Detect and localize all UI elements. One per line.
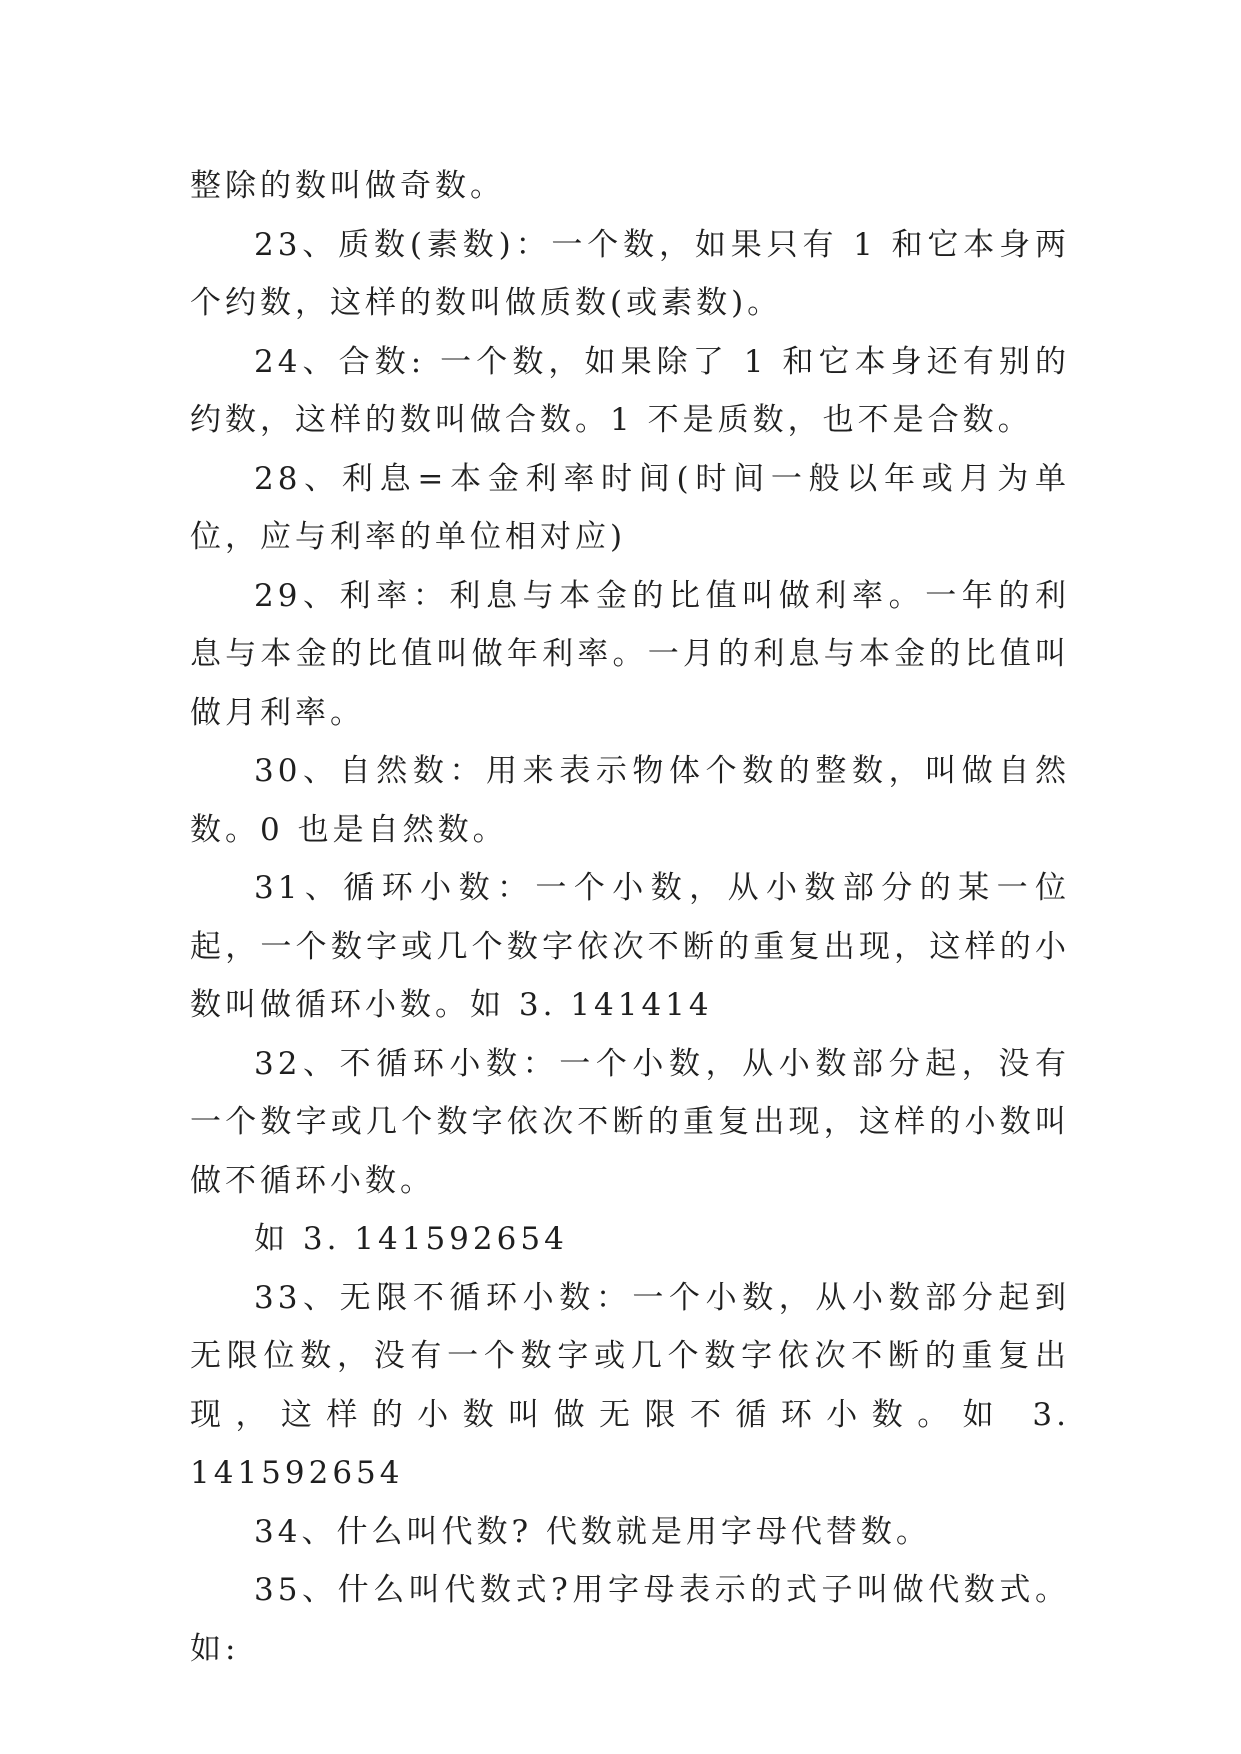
paragraph-composite-number: 24、合数: 一个数，如果除了 1 和它本身还有别的约数，这样的数叫做合数。1 不是质数，也不是合数。 <box>190 343 1070 438</box>
paragraph-interest-rate: 29、利率：利息与本金的比值叫做利率。一年的利息与本金的比值叫做年利率。一月的利息与本金的比值叫做月利率。 <box>190 577 1070 731</box>
document-body <box>190 157 1070 1678</box>
paragraph-continuation: 整除的数叫做奇数。 <box>190 168 505 204</box>
paragraph-algebra: 34、什么叫代数? 代数就是用字母代替数。 <box>254 1513 931 1550</box>
paragraph-algebraic-expression: 35、什么叫代数式?用字母表示的式子叫做代数式。如: <box>190 1572 1070 1667</box>
paragraph-interest: 28、利息=本金利率时间(时间一般以年或月为单位，应与利率的单位相对应) <box>190 460 1070 555</box>
paragraph-non-repeating-decimal: 32、不循环小数：一个小数，从小数部分起，没有一个数字或几个数字依次不断的重复出现，这样的小数叫做不循环小数。 <box>190 1045 1070 1199</box>
paragraph-prime-number: 23、质数(素数)：一个数，如果只有 1 和它本身两个约数，这样的数叫做质数(或素数)。 <box>190 226 1070 321</box>
paragraph-repeating-decimal: 31、循环小数：一个小数，从小数部分的某一位起，一个数字或几个数字依次不断的重复出现，这样的小数叫做循环小数。如 3. 141414 <box>190 870 1070 1023</box>
paragraph-example: 如 3. 141592654 <box>254 1221 568 1257</box>
paragraph-natural-number: 30、自然数：用来表示物体个数的整数，叫做自然数。0 也是自然数。 <box>190 753 1070 848</box>
paragraph-infinite-non-repeating-decimal: 33、无限不循环小数：一个小数，从小数部分起到无限位数，没有一个数字或几个数字依次不断的重复出现，这样的小数叫做无限不循环小数。如 3. 141592654 <box>190 1279 1070 1491</box>
